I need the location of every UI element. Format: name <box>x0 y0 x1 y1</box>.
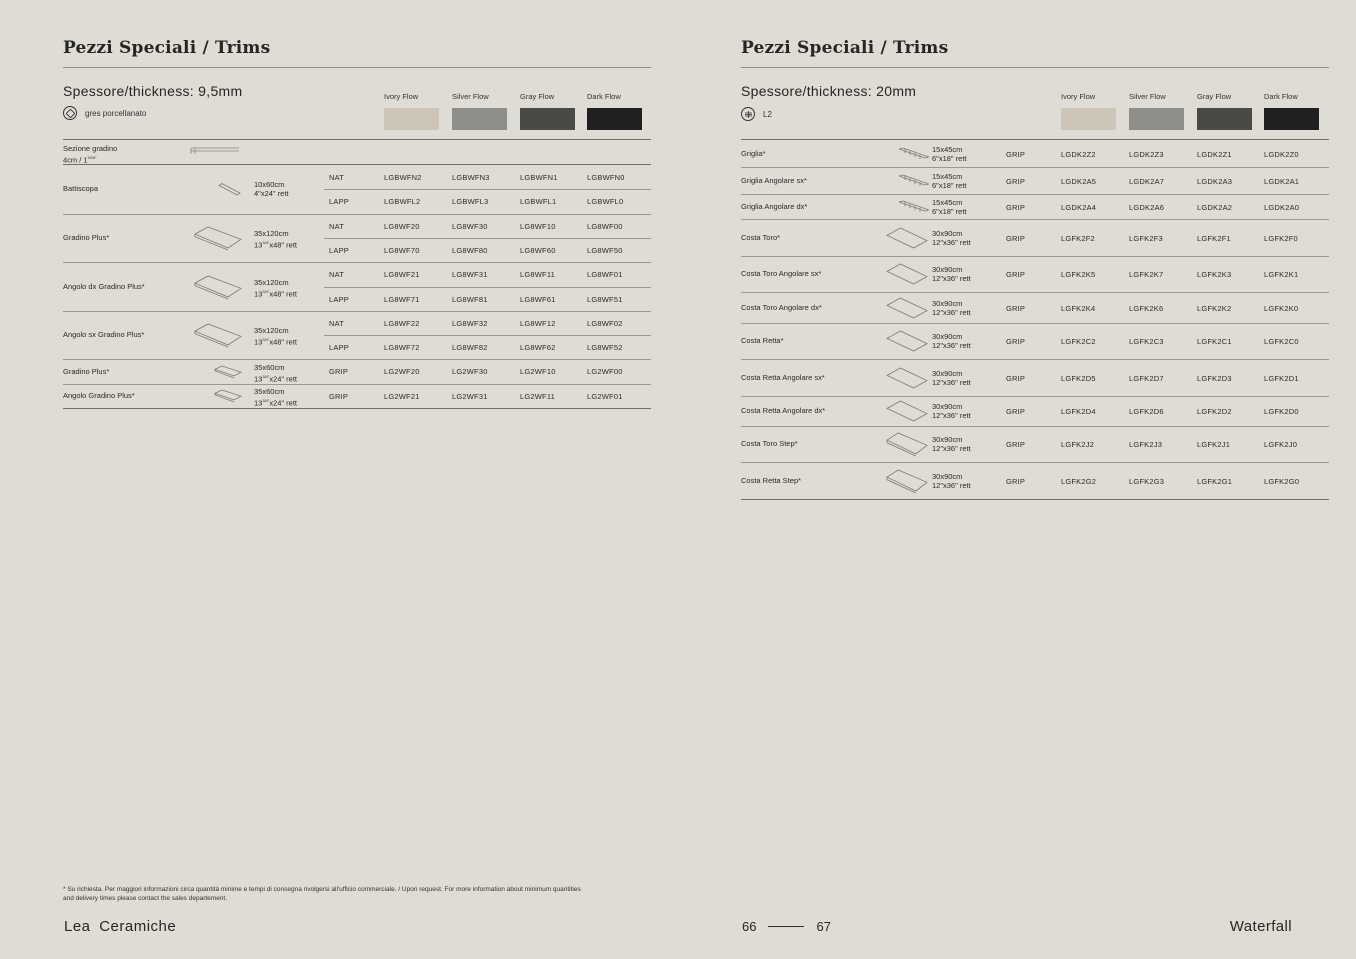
finish-label: GRIP <box>1006 303 1026 313</box>
step-profile-icon <box>189 146 241 156</box>
size-imperial: 12"x36" rett <box>932 480 971 490</box>
product-code: LG8WF62 <box>520 343 556 353</box>
product-name: Griglia Angolare sx* <box>741 175 807 185</box>
product-size <box>932 332 971 350</box>
product-code: LGBWFL2 <box>384 197 421 207</box>
section-divider <box>63 164 651 165</box>
brand-name: Lea Ceramiche <box>64 918 177 935</box>
product-code: LGFK2G0 <box>1264 476 1300 486</box>
product-divider <box>741 426 1329 427</box>
size-imperial: 6"x18" rett <box>932 153 967 163</box>
page-numbers <box>742 919 831 934</box>
product-name: Costa Toro Angolare sx* <box>741 269 822 278</box>
column-header-ivory: Ivory Flow <box>1061 92 1096 101</box>
product-divider <box>741 194 1329 195</box>
product-size <box>932 229 971 247</box>
product-divider <box>741 167 1329 168</box>
product-name: Costa Retta Step* <box>741 475 802 485</box>
product-code: LGFK2G3 <box>1129 476 1165 486</box>
product-code: LG8WF30 <box>452 221 488 231</box>
product-size <box>254 387 297 408</box>
product-size <box>254 180 289 198</box>
product-size <box>932 472 971 490</box>
size-imperial: 12"x36" rett <box>932 411 971 420</box>
product-code: LGFK2J0 <box>1264 440 1298 449</box>
product-code: LG8WF12 <box>520 318 556 328</box>
product-name: Costa Retta* <box>741 336 784 345</box>
header-divider <box>741 139 1329 140</box>
product-code: LGFK2K5 <box>1061 270 1096 279</box>
material-row <box>63 106 146 120</box>
product-divider <box>63 384 651 385</box>
finish-label: GRIP <box>1006 270 1026 279</box>
product-code: LGDK2Z1 <box>1197 149 1232 159</box>
product-code: LGDK2A0 <box>1264 202 1300 212</box>
size-metric: 15x45cm <box>932 144 963 154</box>
product-code: LG2WF21 <box>384 391 420 401</box>
size-imperial: 12"x36" rett <box>932 377 971 387</box>
product-code: LGFK2K7 <box>1129 270 1164 279</box>
title-divider <box>741 67 1329 68</box>
thickness-label: Spessore/thickness: 20mm <box>741 83 917 99</box>
product-code: LGDK2A7 <box>1129 176 1165 186</box>
finish-label: GRIP <box>1006 233 1026 243</box>
product-code: LGFK2D0 <box>1264 407 1299 416</box>
size-metric: 35x60cm <box>254 362 285 372</box>
product-code: LGBWFN1 <box>520 173 558 182</box>
size-imperial-rest: x24" rett <box>269 374 298 384</box>
finish-label: GRIP <box>1006 373 1026 383</box>
product-code: LG8WF61 <box>520 294 556 304</box>
product-size <box>254 278 297 299</box>
product-code: LG2WF30 <box>452 367 488 377</box>
product-name: Angolo sx Gradino Plus* <box>63 330 145 340</box>
finish-label: GRIP <box>1006 202 1026 212</box>
product-name: Angolo dx Gradino Plus* <box>63 281 145 291</box>
product-code: LG8WF02 <box>587 318 623 328</box>
product-name: Costa Toro* <box>741 232 781 242</box>
size-imperial-fraction: 3/4" <box>262 337 270 343</box>
product-name: Battiscopa <box>63 184 99 194</box>
product-code: LGFK2K0 <box>1264 303 1299 313</box>
product-code: LGDK2A6 <box>1129 202 1165 212</box>
step-pictogram <box>213 388 243 408</box>
product-divider <box>741 256 1329 257</box>
product-name: Griglia* <box>741 148 766 158</box>
finish-label: GRIP <box>1006 440 1026 449</box>
product-code: LGFK2F0 <box>1264 233 1298 243</box>
size-imperial: 12"x36" rett <box>932 307 971 317</box>
size-imperial: 12"x36" rett <box>932 444 971 453</box>
size-metric: 35x120cm <box>254 228 289 238</box>
size-imperial: 6"x18" rett <box>932 180 967 190</box>
product-code: LG8WF80 <box>452 245 488 255</box>
edge-pictogram <box>885 261 929 292</box>
row-divider <box>324 238 651 239</box>
product-code: LGFK2D2 <box>1197 407 1232 416</box>
product-code: LGFK2D6 <box>1129 407 1164 416</box>
column-header-silver: Silver Flow <box>452 92 489 101</box>
product-code: LGBWFN0 <box>587 173 625 182</box>
material-row <box>741 107 772 121</box>
column-header-silver: Silver Flow <box>1129 92 1166 101</box>
finish-label: NAT <box>329 270 345 280</box>
finish-label: GRIP <box>1006 476 1026 486</box>
page-title: Pezzi Speciali / Trims <box>63 38 271 58</box>
row-divider <box>324 189 651 190</box>
header-divider <box>63 139 651 140</box>
step-pictogram <box>213 364 243 384</box>
product-code: LGDK2Z2 <box>1061 149 1096 159</box>
size-imperial: 6"x18" rett <box>932 206 967 216</box>
edge-pictogram <box>885 398 929 429</box>
product-divider <box>741 323 1329 324</box>
product-code: LGBWFN2 <box>384 173 422 182</box>
product-code: LGBWFL0 <box>587 197 624 207</box>
step-pictogram <box>193 274 243 305</box>
size-imperial-rest: x48" rett <box>269 337 298 347</box>
swatch-dark <box>1264 108 1319 130</box>
product-code: LG8WF50 <box>587 245 623 255</box>
product-code: LGFK2J3 <box>1129 440 1163 449</box>
product-size <box>254 363 297 384</box>
swatch-silver <box>452 108 507 130</box>
product-code: LG8WF71 <box>384 294 420 304</box>
product-code: LGDK2A2 <box>1197 202 1233 212</box>
size-metric: 30x90cm <box>932 471 963 481</box>
product-name: Costa Retta Angolare dx* <box>741 406 826 415</box>
thickness-label: Spessore/thickness: 9,5mm <box>63 83 243 99</box>
row-divider <box>324 335 651 336</box>
product-code: LGFK2F1 <box>1197 233 1231 243</box>
product-code: LGFK2G2 <box>1061 476 1097 486</box>
size-imperial: 13 <box>254 374 263 384</box>
product-code: LGDK2A1 <box>1264 176 1300 186</box>
size-imperial-fraction: 3/4" <box>262 288 270 294</box>
product-code: LG8WF32 <box>452 318 488 328</box>
product-code: LG8WF51 <box>587 294 623 304</box>
product-code: LGDK2A4 <box>1061 202 1097 212</box>
step-pictogram <box>193 225 243 256</box>
product-code: LGBWFL1 <box>520 197 557 207</box>
product-code: LGFK2D3 <box>1197 373 1232 383</box>
product-code: LGDK2Z0 <box>1264 149 1299 159</box>
size-imperial-fraction: 3/4" <box>262 397 270 403</box>
material-label: L2 <box>763 109 772 119</box>
product-code: LGFK2D5 <box>1061 373 1096 383</box>
edge-pictogram <box>885 225 929 256</box>
product-name: Costa Toro Angolare dx* <box>741 302 822 312</box>
section-label: Sezione gradino $4cm / 1^{9/16"}$ <box>63 144 118 165</box>
column-header-gray: Gray Flow <box>1197 92 1232 101</box>
product-code: LGDK2Z3 <box>1129 149 1164 159</box>
size-metric: 15x45cm <box>932 197 963 207</box>
product-code: LGFK2K2 <box>1197 303 1232 313</box>
finish-label: GRIP <box>1006 149 1026 159</box>
product-size <box>932 145 967 163</box>
product-code: LG8WF22 <box>384 318 420 328</box>
size-imperial-rest: x48" rett <box>269 289 298 298</box>
grate-pictogram <box>897 199 929 220</box>
swatch-gray <box>520 108 575 130</box>
finish-label: NAT <box>329 318 345 328</box>
size-metric: 15x45cm <box>932 171 963 181</box>
product-name: Costa Toro Step* <box>741 439 798 448</box>
skirting-pictogram <box>217 180 243 203</box>
product-size <box>932 265 971 283</box>
size-imperial: 12"x36" rett <box>932 274 971 283</box>
product-code: LGFK2D7 <box>1129 373 1164 383</box>
edge-pictogram <box>885 365 929 396</box>
finish-label: GRIP <box>1006 176 1026 186</box>
edge-pictogram <box>885 468 929 499</box>
product-code: LG8WF01 <box>587 270 623 280</box>
product-code: LGFK2C2 <box>1061 337 1096 346</box>
product-code: LG2WF00 <box>587 367 623 377</box>
size-metric: 10x60cm <box>254 180 285 190</box>
size-imperial-fraction: 3/4" <box>262 239 270 245</box>
product-code: LGFK2C0 <box>1264 337 1299 346</box>
product-name: Angolo Gradino Plus* <box>63 390 135 400</box>
l2-icon <box>741 107 755 121</box>
product-code: LGFK2F2 <box>1061 233 1095 243</box>
finish-label: GRIP <box>1006 407 1026 416</box>
product-code: LGFK2K1 <box>1264 270 1299 279</box>
product-code: LGFK2K4 <box>1061 303 1096 313</box>
swatch-ivory <box>1061 108 1116 130</box>
row-divider <box>324 287 651 288</box>
page-number-left: 66 <box>742 919 757 934</box>
product-code: LGFK2K6 <box>1129 303 1164 313</box>
size-imperial-rest: x48" rett <box>269 240 298 250</box>
product-code: LG8WF21 <box>384 270 420 280</box>
swatch-silver <box>1129 108 1184 130</box>
product-code: LGFK2C3 <box>1129 337 1164 346</box>
page-number-divider <box>768 926 804 927</box>
finish-label: LAPP <box>329 197 349 207</box>
product-code: LGDK2A3 <box>1197 176 1233 186</box>
product-divider <box>741 462 1329 463</box>
size-imperial: 13 <box>254 398 263 408</box>
product-code: LG8WF31 <box>452 270 488 280</box>
size-imperial-rest: x24" rett <box>269 398 298 408</box>
product-code: LGDK2A5 <box>1061 176 1097 186</box>
column-header-ivory: Ivory Flow <box>384 92 419 101</box>
finish-label: LAPP <box>329 343 349 353</box>
product-name: Gradino Plus* <box>63 232 110 242</box>
product-divider <box>741 292 1329 293</box>
product-divider <box>741 219 1329 220</box>
product-name: Costa Retta Angolare sx* <box>741 372 825 382</box>
page-number-right: 67 <box>816 919 831 934</box>
size-imperial: 12"x36" rett <box>932 237 971 247</box>
swatch-dark <box>587 108 642 130</box>
product-code: LG8WF72 <box>384 343 420 353</box>
product-size <box>932 198 967 216</box>
product-code: LG2WF31 <box>452 391 488 401</box>
product-name: Griglia Angolare dx* <box>741 201 808 211</box>
product-code: LG8WF81 <box>452 294 488 304</box>
product-divider <box>63 408 651 409</box>
product-divider <box>63 359 651 360</box>
product-code: LG8WF52 <box>587 343 623 353</box>
finish-label: NAT <box>329 221 345 231</box>
product-size <box>932 435 971 453</box>
finish-label: LAPP <box>329 245 349 255</box>
size-metric: 30x90cm <box>932 402 963 411</box>
grate-pictogram <box>897 146 929 167</box>
size-metric: 30x90cm <box>932 265 963 274</box>
product-size <box>932 299 971 317</box>
edge-pictogram <box>885 328 929 359</box>
product-divider <box>741 396 1329 397</box>
product-code: LG8WF11 <box>520 270 556 280</box>
step-pictogram <box>193 322 243 353</box>
product-code: LG8WF20 <box>384 221 420 231</box>
size-imperial: 13 <box>254 240 263 250</box>
product-code: LGFK2D1 <box>1264 373 1299 383</box>
product-code: LG2WF11 <box>520 391 556 401</box>
size-metric: 30x90cm <box>932 435 963 444</box>
grate-pictogram <box>897 173 929 194</box>
product-size <box>932 402 971 420</box>
size-metric: 35x60cm <box>254 386 285 396</box>
product-code: LGBWFL3 <box>452 197 489 207</box>
product-code: LGFK2F3 <box>1129 233 1163 243</box>
size-metric: 30x90cm <box>932 332 963 341</box>
product-size <box>932 369 971 387</box>
product-divider <box>741 499 1329 500</box>
product-name: Gradino Plus* <box>63 366 110 376</box>
page-title: Pezzi Speciali / Trims <box>741 38 949 58</box>
product-code: LGFK2C1 <box>1197 337 1232 346</box>
size-imperial: 13 <box>254 337 263 347</box>
size-imperial: 12"x36" rett <box>932 341 971 350</box>
size-metric: 30x90cm <box>932 298 963 308</box>
size-metric: 30x90cm <box>932 368 963 378</box>
footnote: * Su richiesta. Per maggiori informazioni circa quantità minime e tempi di consegna rivolgersi all'ufficio commerciale. / Upon request. For more information about minimum quantities and delivery times please contact the sales departement. <box>63 886 581 902</box>
product-divider <box>63 214 651 215</box>
product-code: LG8WF70 <box>384 245 420 255</box>
edge-pictogram <box>885 295 929 326</box>
tile-icon <box>63 106 77 120</box>
product-size <box>932 172 967 190</box>
column-header-dark: Dark Flow <box>587 92 621 101</box>
product-code: LG2WF10 <box>520 367 556 377</box>
product-code: LG2WF20 <box>384 367 420 377</box>
product-divider <box>63 262 651 263</box>
finish-label: GRIP <box>329 367 349 377</box>
swatch-ivory <box>384 108 439 130</box>
finish-label: GRIP <box>1006 337 1026 346</box>
product-code: LG8WF60 <box>520 245 556 255</box>
material-label: gres porcellanato <box>85 108 147 118</box>
finish-label: GRIP <box>329 391 349 401</box>
product-divider <box>741 359 1329 360</box>
product-code: LGFK2K3 <box>1197 270 1232 279</box>
product-code: LG8WF00 <box>587 221 623 231</box>
product-code: LGFK2J1 <box>1197 440 1231 449</box>
product-code: LGFK2G1 <box>1197 476 1233 486</box>
size-imperial-fraction: 3/4" <box>262 373 270 379</box>
product-code: LG8WF82 <box>452 343 488 353</box>
product-code: LGFK2D4 <box>1061 407 1096 416</box>
size-imperial: 4"x24" rett <box>254 189 289 199</box>
size-metric: 35x120cm <box>254 277 289 287</box>
product-code: LGFK2J2 <box>1061 440 1095 449</box>
product-code: LG8WF10 <box>520 221 556 231</box>
product-size <box>254 326 297 347</box>
finish-label: LAPP <box>329 294 349 304</box>
product-size <box>254 229 297 250</box>
swatch-gray <box>1197 108 1252 130</box>
finish-label: NAT <box>329 173 345 182</box>
size-imperial: 13 <box>254 289 263 298</box>
column-header-gray: Gray Flow <box>520 92 555 101</box>
size-metric: 35x120cm <box>254 326 289 336</box>
size-metric: 30x90cm <box>932 228 963 238</box>
product-code: LGBWFN3 <box>452 173 490 182</box>
title-divider <box>63 67 651 68</box>
product-code: LG2WF01 <box>587 391 623 401</box>
product-divider <box>63 311 651 312</box>
collection-name: Waterfall <box>1229 918 1292 935</box>
column-header-dark: Dark Flow <box>1264 92 1298 101</box>
edge-pictogram <box>885 431 929 462</box>
